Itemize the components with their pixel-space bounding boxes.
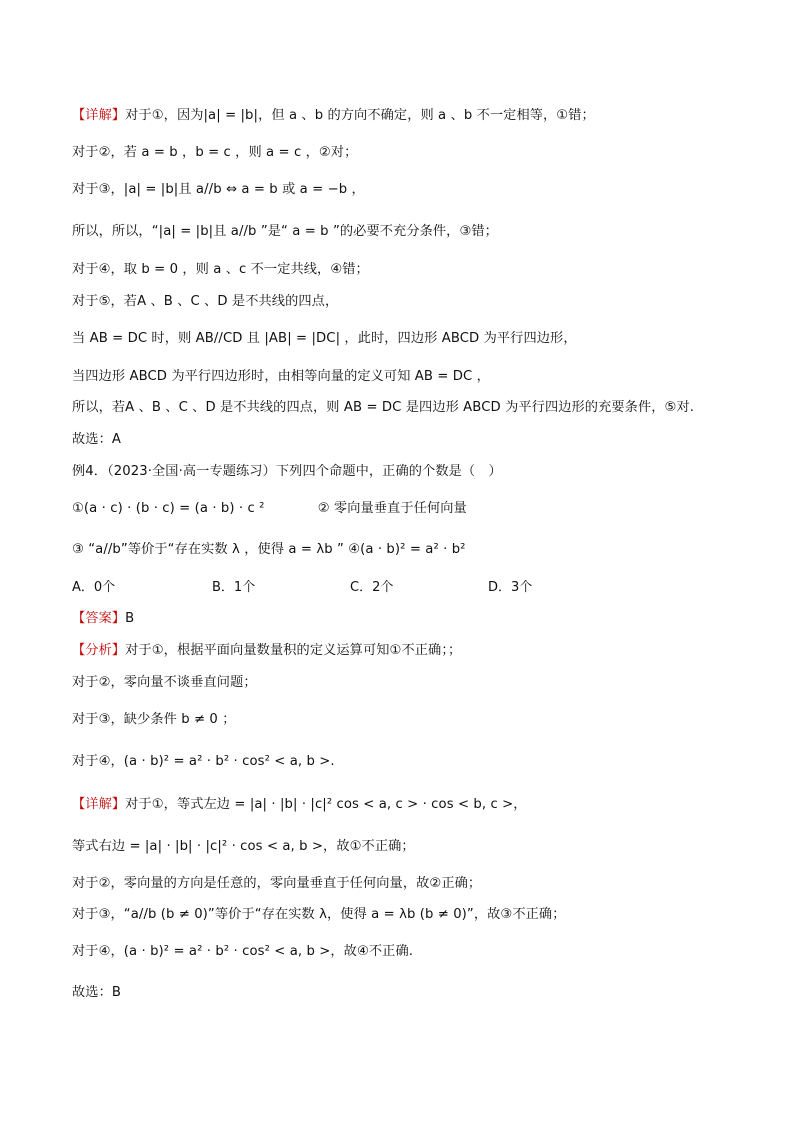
detail-line-2 [72,143,357,163]
line-text: 故选：A [72,432,121,447]
line-text: 对于②，零向量的方向是任意的，零向量垂直于任何向量，故②正确； [72,876,482,891]
line-text: ③ “a//b”等价于“存在实数 λ ，使得 a = λb ” ④(a · b)² = a² · b² [72,542,466,557]
detail-line-1 [72,106,595,126]
line-text: 对于①，因为|a| = |b|，但 a 、b 的方向不确定，则 a 、b 不一定相等，①错； [125,108,595,123]
answer-line [72,609,134,629]
line-text: 对于④，取 b = 0 ，则 a 、c 不一定共线，④错； [72,262,369,277]
detail-tag: 【详解】 [72,108,126,123]
line-text: 所以，所以，“|a| = |b|且 a//b ”是“ a = b ”的必要不充分条件，③错； [72,224,498,239]
detail-tag: 【详解】 [72,797,126,812]
detail-line-9 [72,398,694,418]
detail-line-3 [72,180,365,200]
detail2-line-4 [72,905,566,925]
answer-tag: 【答案】 [72,611,126,626]
analysis-line-4 [72,752,335,772]
line-text: 所以，若A 、B 、C 、D 是不共线的四点，则 AB = DC 是四边形 ABCD 为平行四边形的充要条件，⑤对. [72,400,695,415]
line-text: 对于③，“a//b (b ≠ 0)”等价于“存在实数 λ，使得 a = λb (b ≠ 0)”，故③不正确； [72,907,566,922]
answer-choice-line [72,430,121,450]
line-text: 对于④，(a · b)² = a² · b² · cos² < a, b >. [72,754,335,769]
option-b: B．1个 [212,580,256,595]
analysis-line-3 [72,710,236,730]
line-text: 对于①，根据平面向量数量积的定义运算可知①不正确；； [125,643,462,658]
detail2-line-5 [72,942,413,962]
line-text: 对于②，零向量不谈垂直问题； [72,675,257,690]
line-text: 当 AB = DC 时，则 AB//CD 且 |AB| = |DC| ，此时，四边形 ABCD 为平行四边形， [72,331,577,346]
line-text: 对于④，(a · b)² = a² · b² · cos² < a, b >，故④不正确. [72,944,414,959]
detail2-line-1 [72,795,527,815]
final-answer-line [72,983,121,1003]
detail2-line-2 [72,837,415,857]
detail-line-7 [72,329,577,349]
option-a: A．0个 [72,580,116,595]
option-c: C．2个 [350,580,394,595]
line-text: 对于③，缺少条件 b ≠ 0 ； [72,712,236,727]
analysis-tag: 【分析】 [72,643,126,658]
detail-line-4 [72,222,498,242]
example-title [72,462,502,482]
proposition-line-2 [72,540,466,560]
line-text: 对于②，若 a = b ，b = c ，则 a = c ，②对； [72,145,358,160]
line-text: 对于③，|a| = |b|且 a//b ⇔ a = b 或 a = −b ， [72,182,365,197]
option-d: D．3个 [488,580,533,595]
analysis-line-1 [72,641,461,661]
line-text: 当四边形 ABCD 为平行四边形时，由相等向量的定义可知 AB = DC ， [72,369,490,384]
analysis-line-2 [72,673,257,693]
line-text: 对于⑤，若A 、B 、C 、D 是不共线的四点， [72,294,339,309]
line-text: 例4．（2023·全国·高一专题练习）下列四个命题中，正确的个数是（ ） [72,464,502,479]
detail-line-8 [72,367,490,387]
line-text: B [125,611,135,626]
detail-line-6 [72,292,338,312]
line-text: ①(a · c) · (b · c) = (a · b) · c ² ② 零向量垂直于任何向量 [72,501,467,516]
detail-line-5 [72,260,369,280]
line-text: 等式右边 = |a| · |b| · |c|² · cos < a, b >，故①不正确； [72,839,415,854]
proposition-line-1 [72,499,467,519]
line-text: 故选：B [72,985,122,1000]
line-text: 对于①，等式左边 = |a| · |b| · |c|² cos < a, c > · cos < b, c >， [125,797,527,812]
detail2-line-3 [72,874,481,894]
